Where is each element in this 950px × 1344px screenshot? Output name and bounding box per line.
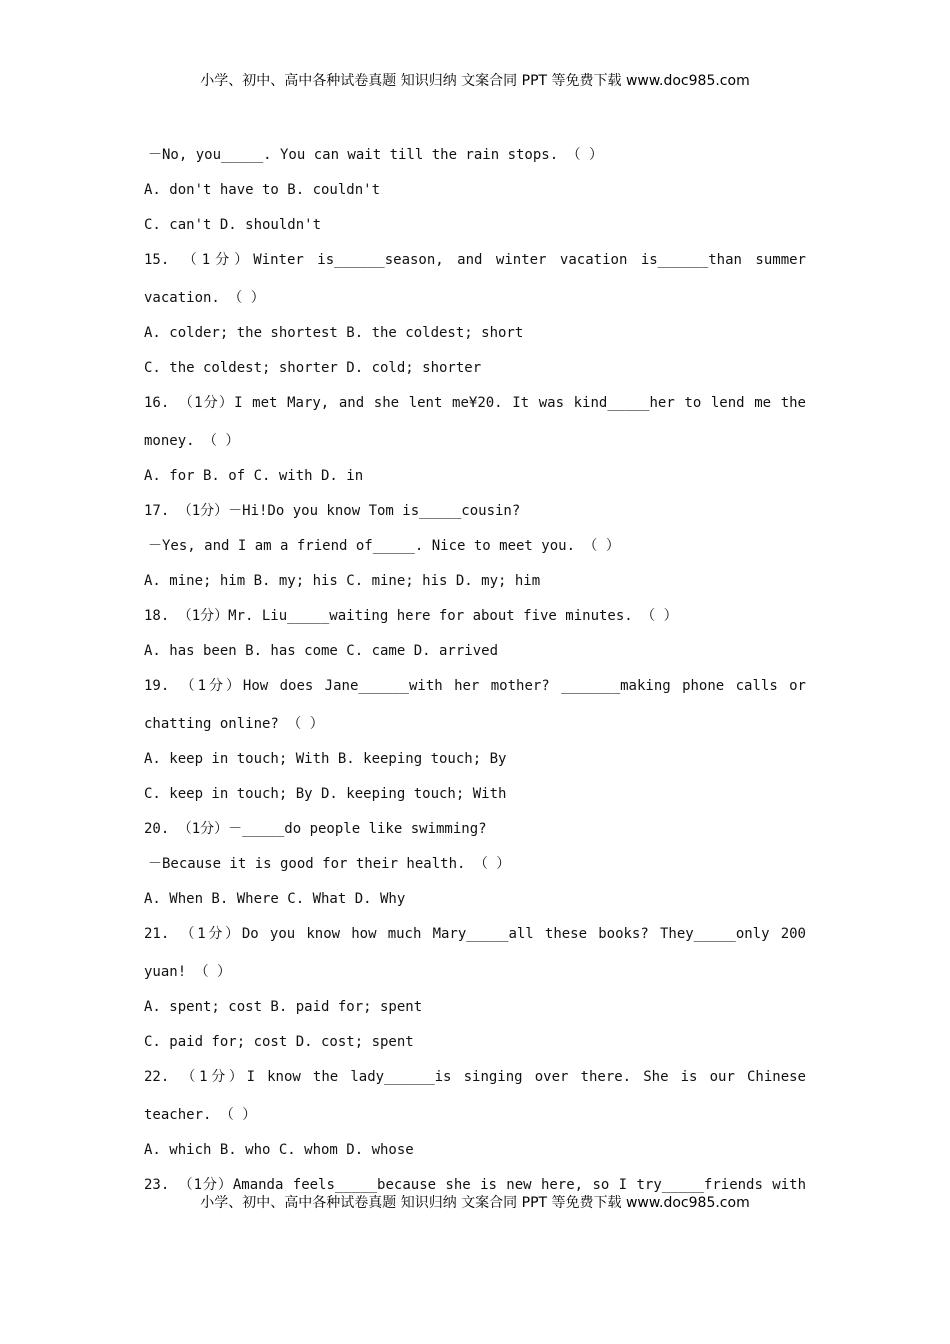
question-23: 23. （1分）Amanda feels_____because she is new here, so I try_____friends with xyxy=(144,1177,806,1193)
option-line: C. the coldest; shorter D. cold; shorter xyxy=(144,360,482,376)
option-line: A. keep in touch; With B. keeping touch; By xyxy=(144,751,507,767)
option-line: A. has been B. has come C. came D. arrived xyxy=(144,643,499,659)
text-line: chatting online? （ ） xyxy=(144,716,324,732)
option-line: A. mine; him B. my; his C. mine; his D. my; him xyxy=(144,573,541,589)
text-line: teacher. （ ） xyxy=(144,1107,257,1123)
option-line: A. spent; cost B. paid for; spent xyxy=(144,999,423,1015)
question-19: 19. （1分）How does Jane______with her mother? _______making phone calls or xyxy=(144,678,806,694)
text-line: －No, you_____. You can wait till the rain stops. （ ） xyxy=(148,147,604,163)
footer-banner: 小学、初中、高中各种试卷真题 知识归纳 文案合同 PPT 等免费下载 www.doc985.com xyxy=(200,1195,750,1211)
option-line: A. which B. who C. whom D. whose xyxy=(144,1142,414,1158)
question-18: 18. （1分）Mr. Liu_____waiting here for about five minutes. （ ） xyxy=(144,608,678,624)
text-line: －Because it is good for their health. （ ） xyxy=(148,856,511,872)
question-16: 16. （1分）I met Mary, and she lent me¥20. It was kind_____her to lend me the xyxy=(144,395,806,411)
text-line: －Yes, and I am a friend of_____. Nice to meet you. （ ） xyxy=(148,538,620,554)
option-line: C. paid for; cost D. cost; spent xyxy=(144,1034,414,1050)
question-21: 21. （1分）Do you know how much Mary_____all these books? They_____only 200 xyxy=(144,926,806,942)
text-line: money. （ ） xyxy=(144,433,240,449)
header-banner: 小学、初中、高中各种试卷真题 知识归纳 文案合同 PPT 等免费下载 www.doc985.com xyxy=(200,73,750,89)
option-line: A. don't have to B. couldn't xyxy=(144,182,381,198)
text-line: yuan! （ ） xyxy=(144,964,232,980)
option-line: C. keep in touch; By D. keeping touch; With xyxy=(144,786,507,802)
option-line: A. colder; the shortest B. the coldest; short xyxy=(144,325,524,341)
option-line: C. can't D. shouldn't xyxy=(144,217,322,233)
question-20: 20. （1分）－_____do people like swimming? xyxy=(144,821,487,837)
question-22: 22. （1分）I know the lady______is singing over there. She is our Chinese xyxy=(144,1069,806,1085)
question-list xyxy=(144,138,806,1203)
option-line: A. for B. of C. with D. in xyxy=(144,468,364,484)
text-line: vacation. （ ） xyxy=(144,290,265,306)
question-17: 17. （1分）－Hi!Do you know Tom is_____cousin? xyxy=(144,503,521,519)
option-line: A. When B. Where C. What D. Why xyxy=(144,891,406,907)
question-15: 15. （1分）Winter is______season, and winter vacation is______than summer xyxy=(144,252,806,268)
